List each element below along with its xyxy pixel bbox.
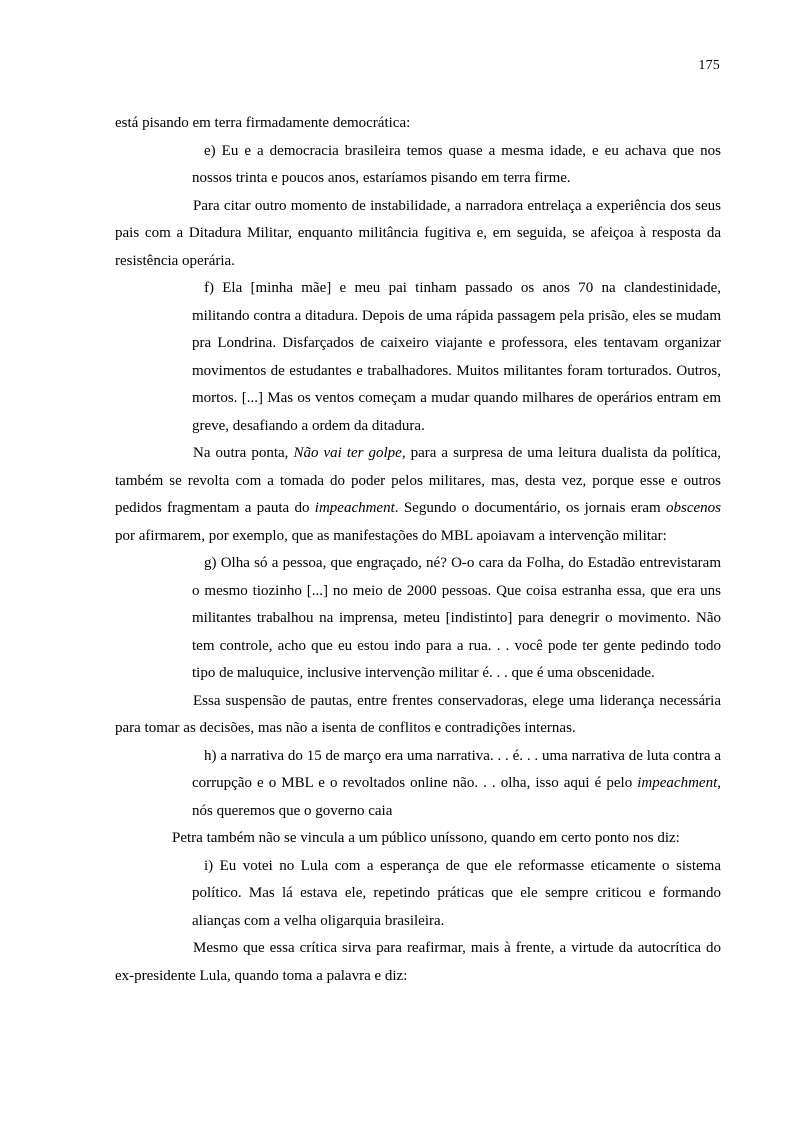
text-segment: Mesmo que essa crítica sirva para reafirmar, mais à frente, a virtude da autocrítica do ex-presidente Lula, quando toma a palavra e diz: [115,940,721,984]
paragraph [115,935,721,990]
italic-text: Não vai ter golpe [293,445,402,461]
block-quote [192,853,721,936]
italic-text: impeachment [314,500,395,516]
text-segment: f) Ela [minha mãe] e meu pai tinham passado os anos 70 na clandestinidade, militando contra a ditadura. Depois de uma rápida passagem pela prisão, eles se mudam pra Londrina. Disfarçados de caixeiro viajante e professora, eles tentavam organizar movimentos de estudantes e trabalhadores. Muitos militantes foram torturados. Outros, mortos. [...] Mas os ventos começam a mudar quando milhares de operários entram em greve, desafiando a ordem da ditadura. [192,280,721,434]
paragraph [115,688,721,743]
text-segment: está pisando em terra firmadamente democrática: [115,115,411,131]
block-quote [192,275,721,440]
text-segment: Para citar outro momento de instabilidade, a narradora entrelaça a experiência dos seus pais com a Ditadura Militar, enquanto militância fugitiva e, em seguida, se afeiçoa à resposta da resistência operária. [115,197,721,269]
text-segment: g) Olha só a pessoa, que engraçado, né? O-o cara da Folha, do Estadão entrevistaram o mesmo tiozinho [...] no meio de 2000 pessoas. Que coisa estranha essa, que era uns militantes trabalhou na imprensa, meteu [indistinto] para denegrir o movimento. Não tem controle, acho que eu estou indo para a rua. . . você pode ter gente pedindo todo tipo de maluquice, inclusive intervenção militar é. . . que é uma obscenidade. [192,555,721,681]
block-quote [192,138,721,193]
paragraph [115,440,721,550]
italic-text: obscenos [665,500,721,516]
italic-text: impeachment [637,775,718,791]
paragraph [115,110,721,138]
page-content [115,110,721,990]
text-segment: . Segundo o documentário, os jornais eram [394,500,666,516]
text-segment: h) a narrativa do 15 de março era uma narrativa. . . é. . . uma narrativa de luta contra a corrupção e o MBL e o revoltados online não. . . olha, isso aqui é pelo [192,747,721,791]
paragraph [115,193,721,276]
text-segment: , nós queremos que o governo caia [192,775,721,819]
block-quote [192,550,721,688]
text-segment: i) Eu votei no Lula com a esperança de que ele reformasse eticamente o sistema político. Mas lá estava ele, repetindo práticas que ele sempre criticou e formando alianças com a velha oligarquia brasileira. [192,857,721,929]
block-quote [192,743,721,826]
text-segment: Na outra ponta, [193,445,294,461]
text-segment: Essa suspensão de pautas, entre frentes conservadoras, elege uma liderança necessária para tomar as decisões, mas não a isenta de conflitos e contradições internas. [115,692,721,736]
text-segment: , para a surpresa de uma leitura dualista da política, também se revolta com a tomada do poder pelos militares, mas, desta vez, porque esse e outros pedidos fragmentam a pauta do [115,445,721,516]
text-segment: Petra também não se vincula a um público uníssono, quando em certo ponto nos diz: [172,830,680,846]
text-segment: por afirmarem, por exemplo, que as manifestações do MBL apoiavam a intervenção militar: [115,527,667,544]
text-segment: e) Eu e a democracia brasileira temos quase a mesma idade, e eu achava que nos nossos trinta e poucos anos, estaríamos pisando em terra firme. [192,142,721,186]
page-number: 175 [698,58,720,73]
paragraph [115,825,721,853]
